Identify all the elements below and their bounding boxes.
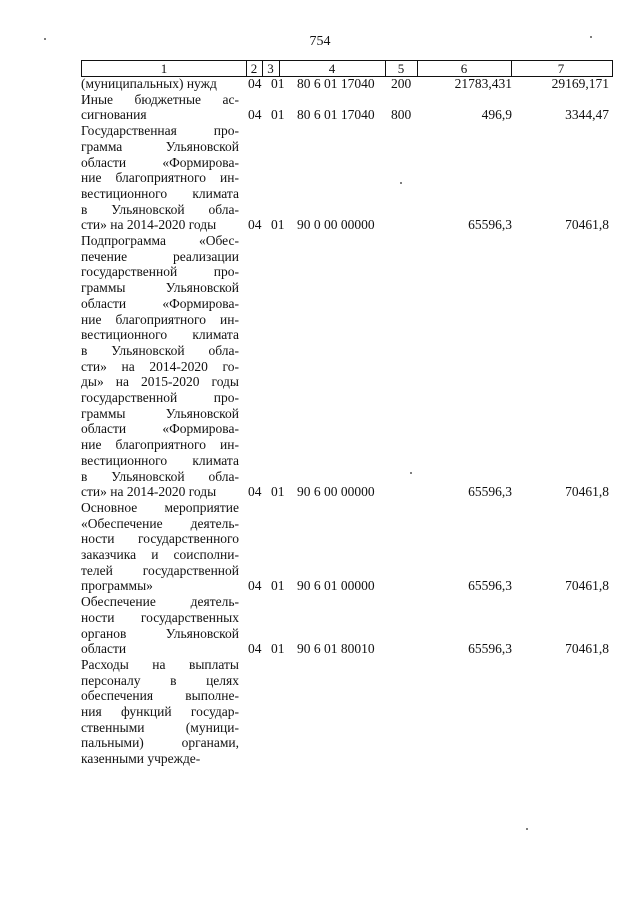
row-2-col-3: 01 — [271, 217, 285, 233]
header-col-1: 1 — [160, 61, 168, 76]
row-0-col-6: 21783,431 — [454, 76, 512, 91]
row-0-desc-line: (муниципальных) нужд — [81, 76, 217, 91]
row-2-desc-line: сти» на 2014-2020 годы — [81, 217, 217, 233]
row-6-desc-line: ния функций государ- — [81, 704, 239, 719]
row-4-desc-line: телей государственной — [81, 562, 239, 578]
row-3-desc-line: граммы Ульяновской — [81, 280, 239, 296]
row-3-col-6: 65596,3 — [468, 484, 512, 500]
row-0-col-5: 200 — [391, 76, 412, 91]
row-1-col-4: 80 6 01 17040 — [297, 107, 375, 123]
row-1-col-2: 04 — [248, 107, 262, 123]
row-1-col-5: 800 — [391, 107, 412, 123]
row-3-desc-line: вестиционного климата — [81, 452, 239, 468]
row-4-col-3: 01 — [271, 578, 285, 594]
row-6-desc-line: обеспечения выполне- — [81, 688, 239, 704]
row-3-desc-line: печение реализации — [81, 248, 239, 264]
header-col-2: 2 — [250, 61, 258, 76]
row-5-col-3: 01 — [271, 641, 285, 657]
row-3-desc-line: ние благоприятного ин- — [81, 311, 239, 327]
table-header — [81, 60, 613, 77]
row-3-col-7: 70461,8 — [565, 484, 609, 500]
row-3-desc-line: государственной про- — [81, 264, 239, 280]
row-5-desc-line: области — [81, 641, 127, 657]
header-col-4: 4 — [328, 61, 336, 76]
row-0-col-2: 04 — [248, 76, 262, 91]
row-6-desc-line: казенными учрежде- — [81, 751, 201, 767]
header-col-3: 3 — [267, 61, 274, 76]
row-3-col-4: 90 6 00 00000 — [297, 484, 375, 500]
page-number: 754 — [309, 34, 331, 49]
row-4-col-2: 04 — [248, 578, 262, 594]
row-3-desc-line: сти» на 2014-2020 го- — [81, 358, 239, 374]
row-4-desc-line: заказчика и соисполни- — [81, 547, 239, 562]
row-3-col-2: 04 — [248, 484, 262, 500]
row-2-desc-line: грамма Ульяновской — [81, 138, 239, 154]
row-5-desc-line: органов Ульяновской — [81, 625, 239, 641]
row-2-desc-line: вестиционного климата — [81, 185, 239, 201]
row-3-desc-line: сти» на 2014-2020 годы — [81, 484, 217, 500]
row-3-desc-line: области «Формирова- — [81, 421, 239, 437]
row-2-col-4: 90 0 00 00000 — [297, 217, 375, 233]
row-0-col-3: 01 — [271, 76, 285, 91]
row-6-desc-line: Расходы на выплаты — [81, 656, 239, 672]
row-5-col-6: 65596,3 — [468, 641, 512, 657]
row-1-col-3: 01 — [271, 107, 285, 123]
row-6-desc-line: ственными (муници- — [81, 719, 239, 735]
header-col-5: 5 — [397, 61, 405, 76]
row-3-desc-line: ды» на 2015-2020 годы — [81, 374, 239, 390]
row-3-desc-line: вестиционного климата — [81, 327, 239, 343]
row-2-desc-line: ние благоприятного ин- — [81, 170, 239, 186]
row-5-col-2: 04 — [248, 641, 262, 657]
row-5-col-7: 70461,8 — [565, 641, 609, 657]
row-1-col-6: 496,9 — [481, 107, 512, 123]
row-5-col-4: 90 6 01 80010 — [297, 641, 375, 657]
row-2-col-2: 04 — [248, 217, 262, 233]
header-col-6: 6 — [460, 61, 468, 76]
row-3-desc-line: в Ульяновской обла- — [81, 468, 239, 484]
row-2-desc-line: области «Формирова- — [81, 154, 239, 170]
row-0-col-7: 29169,171 — [551, 76, 609, 91]
row-1-col-7: 3344,47 — [565, 107, 609, 123]
row-1-desc-line: Иные бюджетные ас- — [81, 91, 239, 107]
row-2-col-7: 70461,8 — [565, 217, 609, 233]
header-col-7: 7 — [557, 61, 565, 76]
row-3-col-3: 01 — [271, 484, 285, 500]
row-6-desc-line: персоналу в целях — [81, 672, 239, 688]
row-2-col-6: 65596,3 — [468, 217, 512, 233]
row-3-desc-line: граммы Ульяновской — [81, 405, 239, 421]
row-3-desc-line: государственной про- — [81, 390, 239, 405]
row-4-col-6: 65596,3 — [468, 578, 512, 594]
row-5-desc-line: Обеспечение деятель- — [81, 594, 239, 610]
row-3-desc-line: в Ульяновской обла- — [81, 342, 239, 358]
row-4-desc-line: Основное мероприятие — [81, 499, 239, 515]
row-6-desc-line: пальными) органами, — [81, 735, 239, 751]
row-2-desc-line: Государственная про- — [81, 123, 239, 139]
row-4-desc-line: ности государственного — [81, 531, 239, 547]
row-1-desc-line: сигнования — [81, 107, 147, 123]
row-3-desc-line: Подпрограмма «Обес- — [81, 233, 239, 248]
row-4-col-7: 70461,8 — [565, 578, 609, 594]
row-3-desc-line: ние благоприятного ин- — [81, 437, 239, 453]
row-2-desc-line: в Ульяновской обла- — [81, 201, 239, 217]
row-4-desc-line: «Обеспечение деятель- — [81, 515, 239, 531]
row-4-desc-line: программы» — [81, 578, 153, 594]
row-3-desc-line: области «Формирова- — [81, 295, 239, 311]
row-5-desc-line: ности государственных — [81, 609, 239, 625]
row-4-col-4: 90 6 01 00000 — [297, 578, 375, 594]
row-0-col-4: 80 6 01 17040 — [297, 76, 375, 91]
